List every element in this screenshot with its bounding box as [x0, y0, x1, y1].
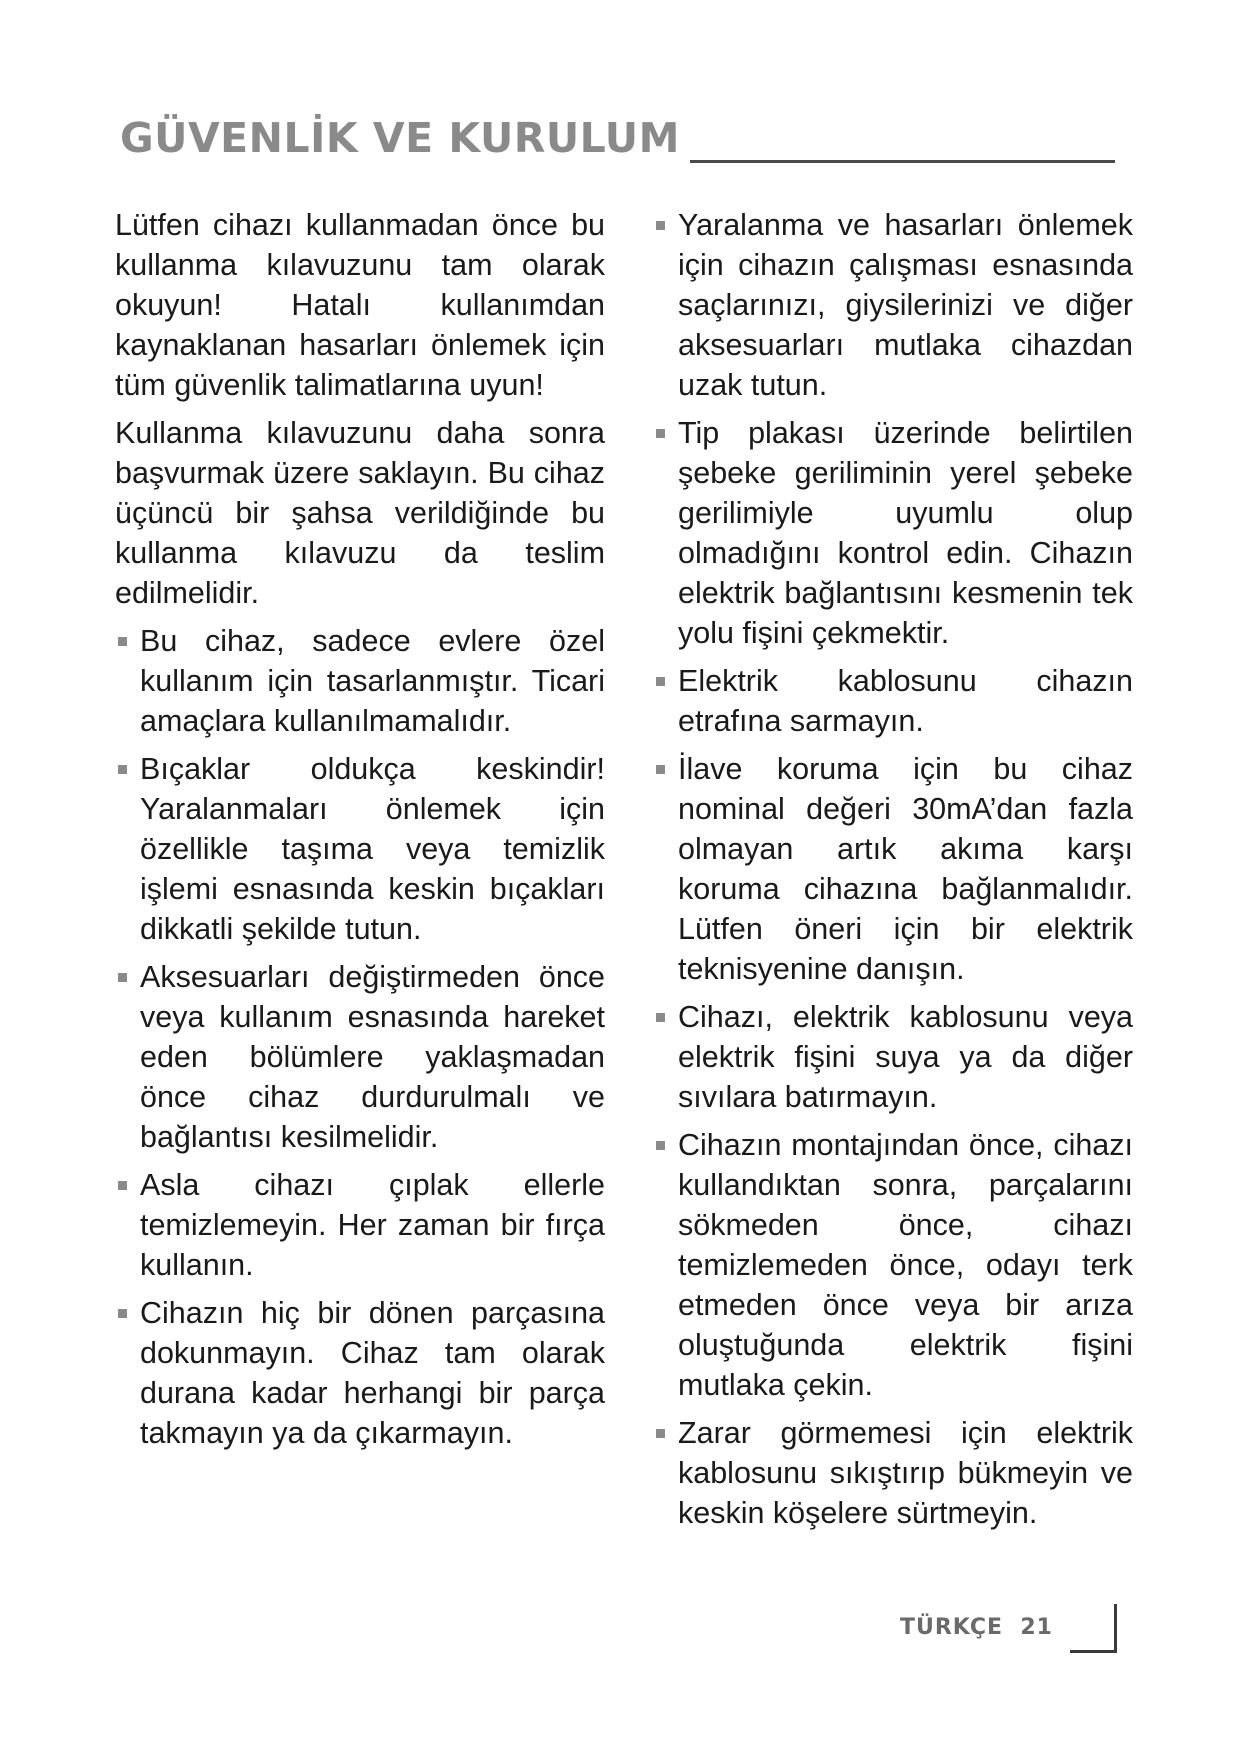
bullet-square-icon — [656, 1141, 665, 1150]
safety-item-text: Bu cihaz, sadece evlere özel kullanım için tasarlanmıştır. Ticari amaçlara kullanılmamalıdır. — [140, 624, 605, 738]
safety-item — [115, 1165, 605, 1285]
safety-item-text: Cihazın montajından önce, cihazı kullandıktan sonra, parçalarını sökmeden önce, cihazı temizlemeden önce, odayı terk etmeden önce veya bir arıza oluştuğunda elektrik fişini mutlaka çekin. — [678, 1128, 1133, 1402]
safety-item-text: Bıçaklar oldukça keskindir! Yaralanmaları önlemek için özellikle taşıma veya temizlik işlemi esnasında keskin bıçakları dikkatli şekilde tutun. — [140, 752, 605, 946]
bullet-square-icon — [656, 1429, 665, 1438]
safety-item — [653, 1413, 1133, 1533]
page-title: GÜVENLİK VE KURULUM — [120, 114, 680, 162]
safety-item-text: Aksesuarları değiştirmeden önce veya kullanım esnasında hareket eden bölümlere yaklaşmadan önce cihaz durdurulmalı ve bağlantısı kesilmelidir. — [140, 960, 605, 1154]
bullet-square-icon — [656, 429, 665, 438]
bullet-square-icon — [118, 765, 127, 774]
safety-item — [115, 749, 605, 949]
safety-item-text: Asla cihazı çıplak ellerle temizlemeyin. Her zaman bir fırça kullanın. — [140, 1168, 605, 1282]
safety-item — [115, 621, 605, 741]
page-footer — [900, 1604, 1130, 1664]
bullet-square-icon — [656, 221, 665, 230]
safety-item — [653, 661, 1133, 741]
title-rule — [690, 160, 1115, 163]
safety-item — [653, 205, 1133, 405]
bullet-square-icon — [118, 1181, 127, 1190]
bullet-square-icon — [118, 1309, 127, 1318]
corner-mark — [1070, 1604, 1117, 1653]
safety-item — [115, 1293, 605, 1453]
safety-item — [115, 957, 605, 1157]
safety-item-text: Cihazı, elektrik kablosunu veya elektrik fişini suya ya da diğer sıvılara batırmayın. — [678, 1000, 1133, 1114]
safety-item — [653, 749, 1133, 989]
safety-item — [653, 413, 1133, 653]
safety-item — [653, 1125, 1133, 1405]
intro-paragraph: Kullanma kılavuzunu daha sonra başvurmak üzere saklayın. Bu cihaz üçüncü bir şahsa verildiğinde bu kullanma kılavuzu da teslim edilmelidir. — [115, 416, 605, 610]
safety-item-text: Cihazın hiç bir dönen parçasına dokunmayın. Cihaz tam olarak durana kadar herhangi bir parça takmayın ya da çıkarmayın. — [140, 1296, 605, 1450]
page-number-label: TÜRKÇE 21 — [900, 1615, 1053, 1640]
safety-item-text: Yaralanma ve hasarları önlemek için cihazın çalışması esnasında saçlarınızı, giysilerinizi ve diğer aksesuarları mutlaka cihazdan uzak tutun. — [678, 208, 1133, 402]
safety-item-text: İlave koruma için bu cihaz nominal değeri 30mA’dan fazla olmayan artık akıma karşı koruma cihazına bağlanmalıdır. Lütfen öneri için bir elektrik teknisyenine danışın. — [678, 752, 1133, 986]
page-header — [120, 108, 1120, 168]
intro-paragraph: Lütfen cihazı kullanmadan önce bu kullanma kılavuzunu tam olarak okuyun! Hatalı kullanımdan kaynaklanan hasarları önlemek için tüm güvenlik talimatlarına uyun! — [115, 208, 605, 402]
safety-item-text: Zarar görmemesi için elektrik kablosunu sıkıştırıp bükmeyin ve keskin köşelere sürtmeyin. — [678, 1416, 1133, 1530]
right-column — [653, 205, 1133, 1541]
bullet-square-icon — [118, 637, 127, 646]
bullet-square-icon — [656, 1013, 665, 1022]
bullet-square-icon — [118, 973, 127, 982]
safety-item — [653, 997, 1133, 1117]
bullet-square-icon — [656, 765, 665, 774]
safety-item-text: Elektrik kablosunu cihazın etrafına sarmayın. — [678, 664, 1133, 738]
bullet-square-icon — [656, 677, 665, 686]
safety-item-text: Tip plakası üzerinde belirtilen şebeke geriliminin yerel şebeke gerilimiyle uyumlu olup olmadığını kontrol edin. Cihazın elektrik bağlantısını kesmenin tek yolu fişini çekmektir. — [678, 416, 1133, 650]
left-column — [115, 205, 605, 1461]
